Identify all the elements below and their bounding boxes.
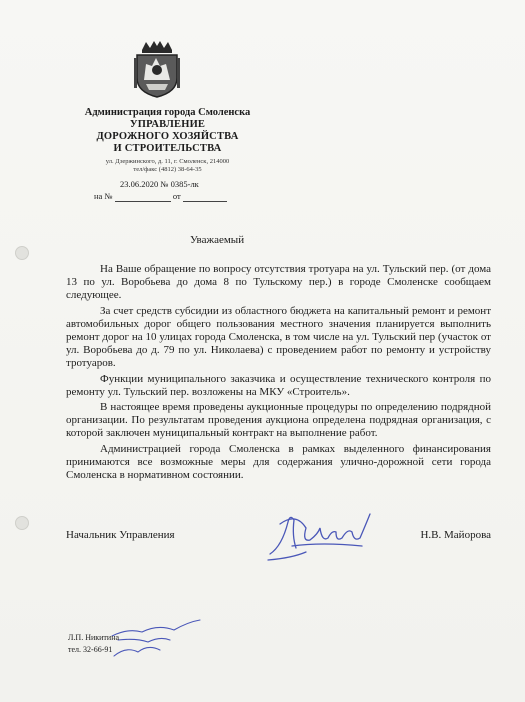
paragraph: Функции муниципального заказчика и осуществление технического контроля по ремонту ул. Тульский пер. возложены на МКУ «Строитель». [66, 372, 491, 398]
date-number: 23.06.2020 № 0385-лк [120, 179, 199, 189]
greeting: Уважаемый [190, 234, 245, 246]
signatory-title: Начальник Управления [66, 529, 175, 541]
phone: тел/факс (4812) 38-64-35 [133, 166, 202, 173]
registration-block [94, 178, 227, 202]
ref-prefix: на № [94, 191, 113, 201]
coat-of-arms-icon [132, 40, 182, 98]
dept-name-line2: ДОРОЖНОГО ХОЗЯЙСТВА [96, 131, 239, 142]
signatory-name: Н.В. Майорова [420, 529, 491, 541]
paragraph: Администрацией города Смоленска в рамках выделенного финансирования принимаются все возможные меры для содержания улично-дорожной сети города Смоленска в нормативном состоянии. [66, 442, 491, 482]
paragraph: На Ваше обращение по вопросу отсутствия тротуара на ул. Тульский пер. (от дома 13 по ул. Воробьева до дома 8 по Тульскому пер.) в городе Смоленске сообщаем следующее. [66, 263, 491, 302]
executor-name: Л.П. Никитина [68, 633, 120, 642]
paragraph: За счет средств субсидии из областного бюджета на капитальный ремонт и ремонт автомобильных дорог общего пользования местного значения планируется выполнить ремонт дорог на 10 улицах города Смоленска, в том числе на ул. Тульский пер (участок от ул. Воробьева до д. 79 по ул. Николаева) с проведением работ по ремонту и устройству тротуаров. [66, 304, 491, 370]
letter-body [66, 263, 491, 484]
admin-name: Администрация города Смоленска [84, 107, 251, 118]
ref-number-line [115, 201, 171, 202]
executor-signature-icon [108, 616, 204, 662]
executor-phone: тел. 32-66-91 [68, 645, 113, 654]
paragraph: В настоящее время проведены аукционные процедуры по определению подрядной организации. По результатам проведения аукциона определена подрядная организация, с которой заключен муниципальный контракт на выполнение работ. [66, 401, 491, 440]
dept-name-line3: И СТРОИТЕЛЬСТВА [113, 143, 222, 154]
punch-hole [15, 246, 29, 260]
dept-name-line1: УПРАВЛЕНИЕ [129, 119, 206, 130]
address: ул. Дзержинского, д. 11, г. Смоленск, 214000 [105, 158, 230, 165]
ref-from: от [172, 191, 181, 201]
punch-hole [15, 516, 29, 530]
ref-date-line [183, 201, 227, 202]
executor-block [68, 632, 119, 656]
letterhead [80, 107, 255, 174]
handwritten-signature-icon [262, 502, 382, 564]
